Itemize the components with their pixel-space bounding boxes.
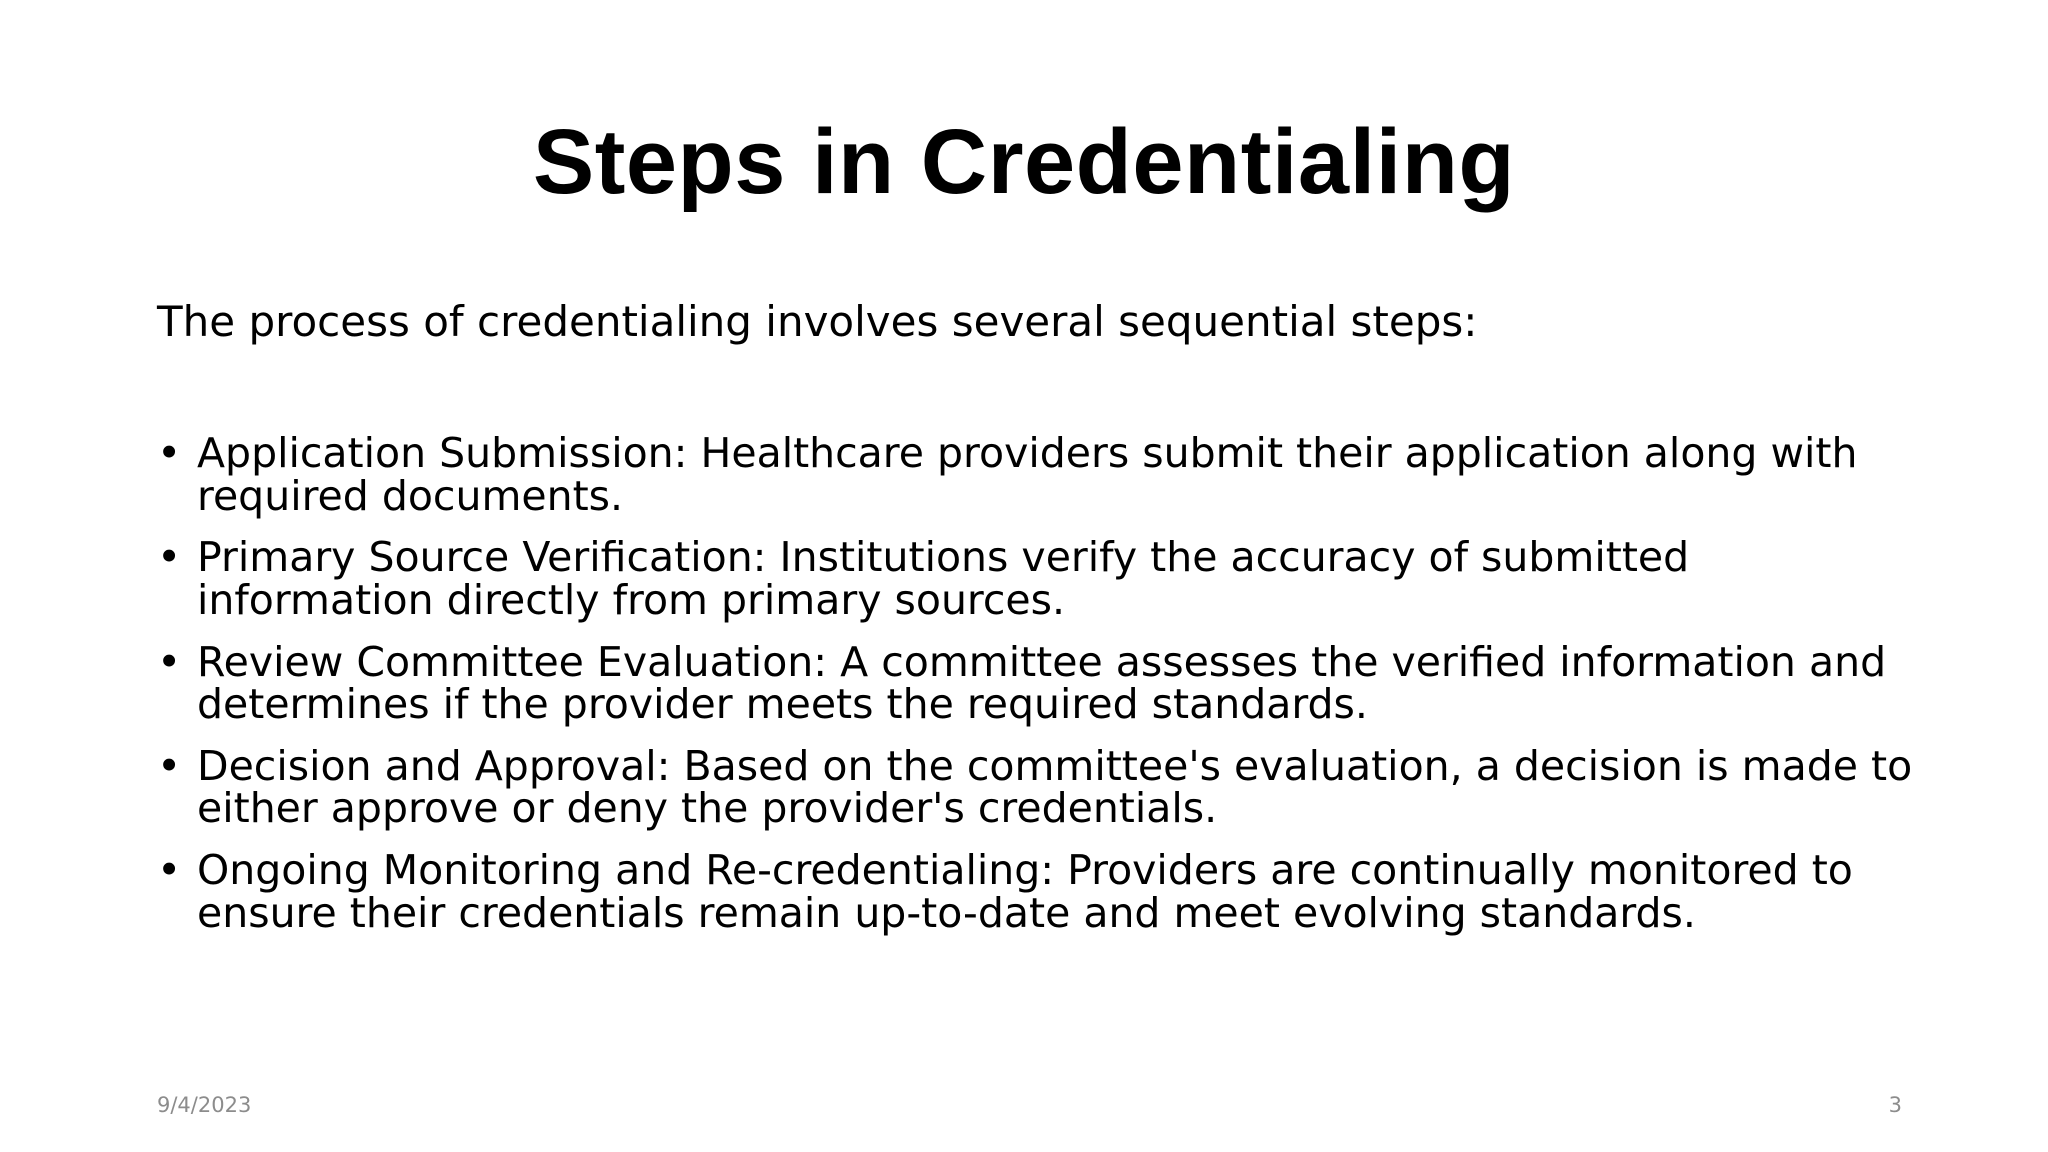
footer-date: 9/4/2023 — [157, 1093, 252, 1117]
slide-body — [157, 297, 1917, 953]
bullet-icon: • — [157, 637, 182, 686]
intro-text: The process of credentialing involves several sequential steps: — [157, 297, 1478, 346]
bullet-item — [157, 846, 1917, 937]
bullet-item — [157, 741, 1917, 833]
bullet-text: Review Committee Evaluation: A committee assesses the verified information and determines if the provider meets the required standards. — [197, 637, 1887, 729]
bullet-text: Primary Source Verification: Institutions verify the accuracy of submitted information directly from primary sources. — [197, 533, 1690, 624]
bullet-text: Decision and Approval: Based on the committee's evaluation, a decision is made to either approve or deny the provider's credentials. — [197, 741, 1913, 833]
bullet-icon: • — [157, 741, 182, 790]
bullet-list — [157, 429, 1917, 937]
bullet-icon: • — [157, 533, 182, 582]
bullet-icon: • — [157, 429, 182, 478]
bullet-text: Application Submission: Healthcare providers submit their application along with required documents. — [197, 429, 1858, 520]
footer-page-number: 3 — [1888, 1093, 1902, 1117]
slide-title: Steps in Credentialing — [532, 111, 1516, 213]
bullet-item — [157, 637, 1917, 729]
bullet-icon: • — [157, 846, 182, 895]
bullet-item — [157, 429, 1917, 520]
bullet-text: Ongoing Monitoring and Re-credentialing: Providers are continually monitored to ensure their credentials remain up-to-date and meet evolving standards. — [197, 846, 1853, 937]
bullet-item — [157, 533, 1917, 624]
